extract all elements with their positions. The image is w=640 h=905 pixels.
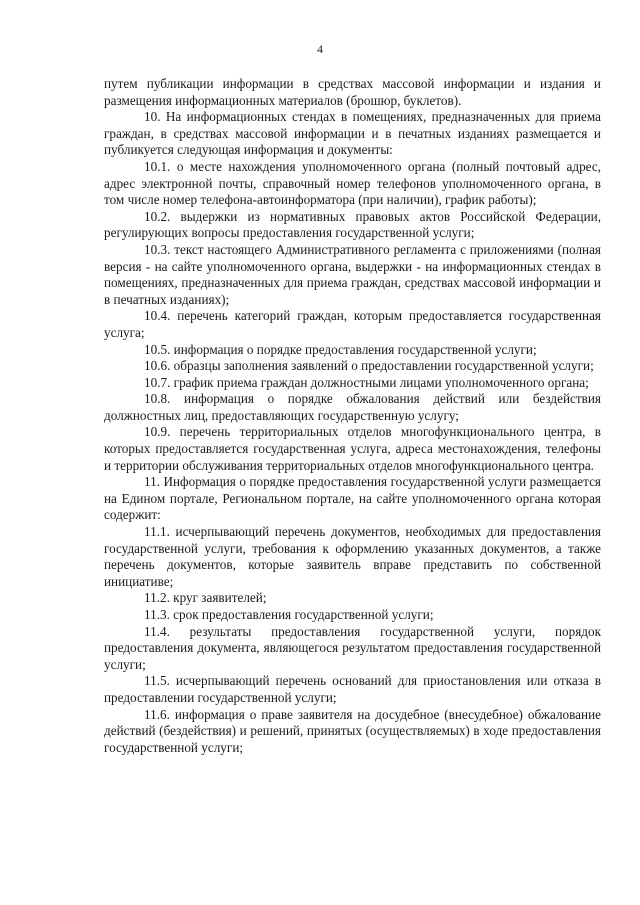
paragraph: 10. На информационных стендах в помещениях, предназначенных для приема граждан, в средствах массовой информации и в печатных изданиях размещается и публикуется следующая информация и документы:	[104, 109, 601, 158]
paragraph: 11.6. информация о праве заявителя на досудебное (внесудебное) обжалование действий (бездействия) и решений, принятых (осуществляемых) в ходе предоставления государственной услуги;	[104, 706, 601, 755]
document-body	[104, 76, 601, 756]
page-number: 4	[317, 42, 323, 56]
paragraph: 10.8. информация о порядке обжалования действий или бездействия должностных лиц, предоставляющих государственную услугу;	[104, 391, 601, 423]
paragraph: 10.7. график приема граждан должностными лицами уполномоченного органа;	[144, 374, 589, 390]
paragraph: 10.4. перечень категорий граждан, которым предоставляется государственная услуга;	[104, 308, 601, 340]
paragraph: 10.5. информация о порядке предоставления государственной услуги;	[144, 341, 537, 357]
paragraph: 11.3. срок предоставления государственной услуги;	[144, 607, 434, 622]
paragraph: 11.5. исчерпывающий перечень оснований для приостановления или отказа в предоставлении государственной услуги;	[104, 673, 601, 705]
paragraph: 11.1. исчерпывающий перечень документов, необходимых для предоставления государственной услуги, требования к оформлению указанных документов, а также перечень документов, которые заявитель вправе представить по собственной инициативе;	[104, 524, 601, 589]
paragraph: 10.2. выдержки из нормативных правовых актов Российской Федерации, регулирующих вопросы предоставления государственной услуги;	[104, 208, 601, 241]
paragraph: 10.3. текст настоящего Административного регламента с приложениями (полная версия - на сайте уполномоченного органа, выдержки - на информационных стендах в помещениях, предназначенных для приема граждан, средствах массовой информации и в печатных изданиях);	[104, 241, 601, 307]
paragraph: путем публикации информации в средствах массовой информации и издания и размещения информационных материалов (брошюр, буклетов).	[104, 76, 601, 108]
paragraph: 11.2. круг заявителей;	[144, 590, 267, 606]
paragraph: 10.9. перечень территориальных отделов многофункционального центра, в которых предоставляется государственная услуга, адреса местонахождения, телефоны и территории обслуживания территориальных отделов многофункционального центра.	[104, 424, 601, 473]
paragraph: 10.6. образцы заполнения заявлений о предоставлении государственной услуги;	[144, 358, 594, 374]
paragraph: 11. Информация о порядке предоставления государственной услуги размещается на Едином портале, Региональном портале, на сайте уполномоченного органа которая содержит:	[104, 474, 601, 523]
paragraph: 10.1. о месте нахождения уполномоченного органа (полный почтовый адрес, адрес электронной почты, справочный номер телефонов уполномоченного органа, в том числе номер телефона-автоинформатора (при наличии), график работы);	[104, 158, 601, 208]
paragraph: 11.4. результаты предоставления государственной услуги, порядок предоставления документа, являющегося результатом предоставления государственной услуги;	[104, 623, 601, 672]
